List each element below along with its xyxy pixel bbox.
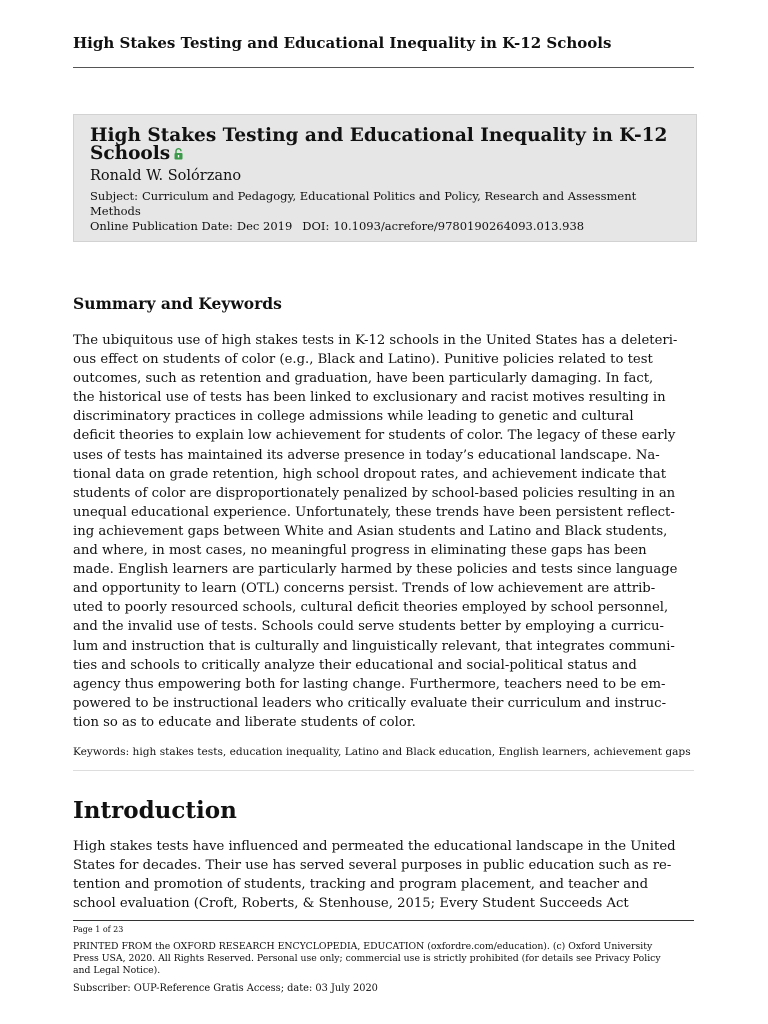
printed-from-notice: [73, 941, 695, 977]
subject-value: Curriculum and Pedagogy, Educational Politics and Policy, Research and Assessment Methods: [90, 189, 637, 218]
article-metadata-box: [73, 114, 697, 242]
abstract-line: and the invalid use of tests. Schools could serve students better by employing a curricu-: [73, 619, 665, 635]
abstract-line: unequal educational experience. Unfortunately, these trends have been persistent reflect-: [73, 504, 675, 520]
abstract-line: tional data on grade retention, high school dropout rates, and achievement indicate that: [73, 466, 667, 482]
abstract-line: ing achievement gaps between White and Asian students and Latino and Black students,: [73, 523, 668, 539]
abstract-line: tion so as to educate and liberate students of color.: [73, 714, 416, 730]
abstract-paragraph: [73, 331, 696, 732]
article-author: Ronald W. Solórzano: [90, 168, 242, 184]
abstract-line: powered to be instructional leaders who critically evaluate their curriculum and instruc-: [73, 695, 667, 711]
printed-notice-line: PRINTED FROM the OXFORD RESEARCH ENCYCLOPEDIA, EDUCATION (oxfordre.com/education). (c) Oxford University: [73, 941, 653, 952]
abstract-line: deficit theories to explain low achievement for students of color. The legacy of these early: [73, 428, 676, 444]
printed-notice-line: and Legal Notice).: [73, 965, 161, 976]
pub-date-label: Online Publication Date:: [90, 219, 233, 233]
abstract-line: ous effect on students of color (e.g., Black and Latino). Punitive policies related to test: [73, 352, 653, 368]
abstract-line: the historical use of tests has been linked to exclusionary and racist motives resulting in: [73, 390, 666, 406]
introduction-line: school evaluation (Croft, Roberts, & Stenhouse, 2015; Every Student Succeeds Act: [73, 896, 629, 912]
abstract-line: discriminatory practices in college admissions while leading to genetic and cultural: [73, 409, 634, 425]
subject-label: Subject:: [90, 189, 138, 203]
abstract-line: and where, in most cases, no meaningful progress in eliminating these gaps has been: [73, 543, 647, 559]
summary-heading: Summary and Keywords: [73, 294, 282, 313]
keywords-divider: [73, 770, 694, 771]
keywords-line: Keywords: high stakes tests, education inequality, Latino and Black education, English learners, achievement gaps: [73, 746, 691, 758]
subscriber-info: Subscriber: OUP-Reference Gratis Access; date: 03 July 2020: [73, 983, 378, 994]
footer-divider: [73, 920, 694, 921]
abstract-line: agency thus empowering both for lasting change. Furthermore, teachers need to be em-: [73, 676, 666, 692]
article-publication-info: [90, 219, 680, 234]
abstract-line: uted to poorly resourced schools, cultural deficit theories employed by school personnel,: [73, 600, 669, 616]
header-divider: [73, 67, 694, 68]
article-title-text: High Stakes Testing and Educational Inequality in K-12 Schools: [90, 125, 668, 164]
abstract-line: made. English learners are particularly harmed by these policies and tests since language: [73, 562, 678, 578]
introduction-line: tention and promotion of students, tracking and program placement, and teacher and: [73, 877, 649, 893]
abstract-line: The ubiquitous use of high stakes tests in K-12 schools in the United States has a deleteri-: [73, 333, 678, 348]
printed-notice-line: Press USA, 2020. All Rights Reserved. Personal use only; commercial use is strictly prohibited (for details see Privacy Policy: [73, 953, 661, 964]
abstract-line: uses of tests has maintained its adverse presence in today’s educational landscape. Na-: [73, 447, 660, 463]
article-subject: [90, 189, 680, 219]
introduction-line: High stakes tests have influenced and permeated the educational landscape in the United: [73, 839, 676, 854]
abstract-line: lum and instruction that is culturally and linguistically relevant, that integrates communi-: [73, 638, 675, 654]
doi-label: DOI:: [302, 219, 330, 233]
abstract-line: and opportunity to learn (OTL) concerns persist. Trends of low achievement are attrib-: [73, 581, 656, 597]
abstract-line: students of color are disproportionately penalized by school-based policies resulting in an: [73, 485, 676, 501]
abstract-line: outcomes, such as retention and graduation, have been particularly damaging. In fact,: [73, 371, 654, 387]
page-number: Page 1 of 23: [73, 925, 124, 934]
pub-date-value: Dec 2019: [236, 219, 293, 233]
article-title: [90, 127, 680, 163]
running-head: High Stakes Testing and Educational Inequality in K-12 Schools: [73, 34, 612, 52]
abstract-line: ties and schools to critically analyze their educational and social-political status and: [73, 657, 637, 673]
introduction-paragraph: [73, 837, 696, 913]
doi-value[interactable]: 10.1093/acrefore/9780190264093.013.938: [333, 219, 585, 233]
introduction-line: States for decades. Their use has served several purposes in public education such as re-: [73, 858, 672, 874]
introduction-heading: Introduction: [73, 797, 237, 824]
open-access-lock-icon: [174, 148, 183, 160]
